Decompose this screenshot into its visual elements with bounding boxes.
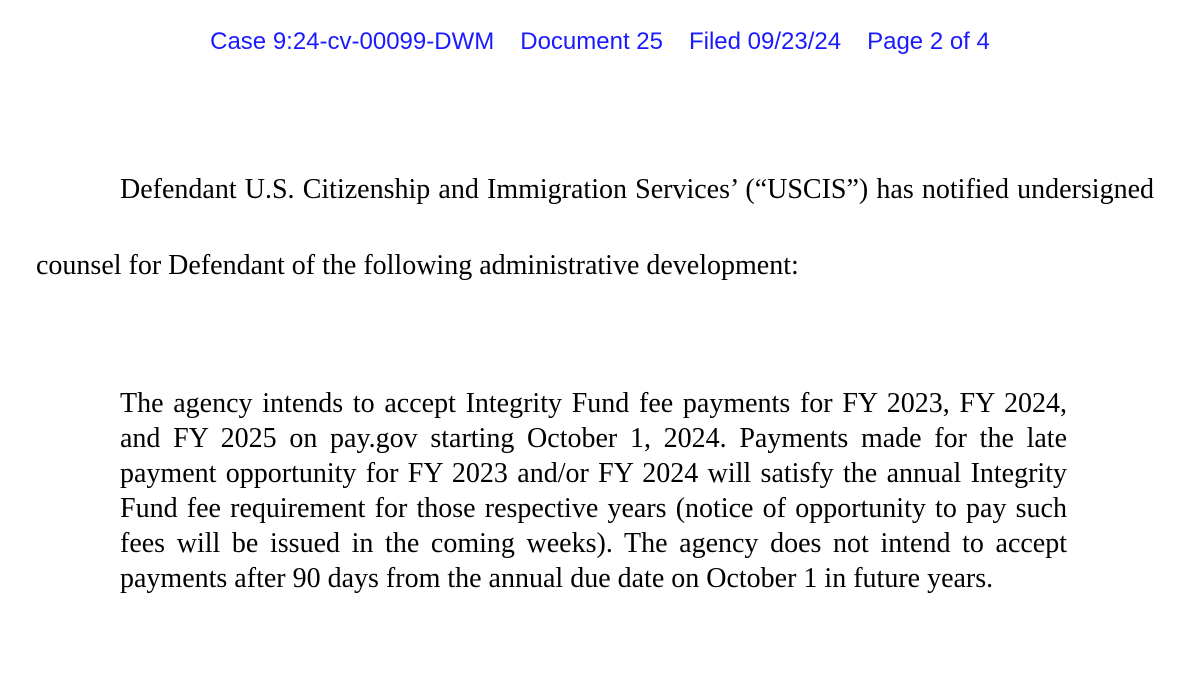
page-indicator: Page 2 of 4	[867, 28, 990, 55]
case-number: Case 9:24-cv-00099-DWM	[210, 28, 495, 55]
filed-date: Filed 09/23/24	[688, 28, 842, 55]
block-quote: The agency intends to accept Integrity Fund fee payments for FY 2023, FY 2024, and FY 2025 on pay.gov starting October 1, 2024. Payments made for the late payment opportunity for FY 2023 and/or FY 2024 will satisfy the annual Integrity Fund fee requirement for those respective years (notice of opportunity to pay such fees will be issued in the coming weeks). The agency does not intend to accept payments after 90 days from the annual due date on October 1 in future years.	[120, 388, 1067, 594]
filing-header	[0, 28, 1200, 56]
document-number: Document 25	[520, 28, 663, 55]
body-paragraph: Defendant U.S. Citizenship and Immigration Services’ (“USCIS”) has notified undersigned counsel for Defendant of the following administrative development:	[36, 174, 1154, 281]
